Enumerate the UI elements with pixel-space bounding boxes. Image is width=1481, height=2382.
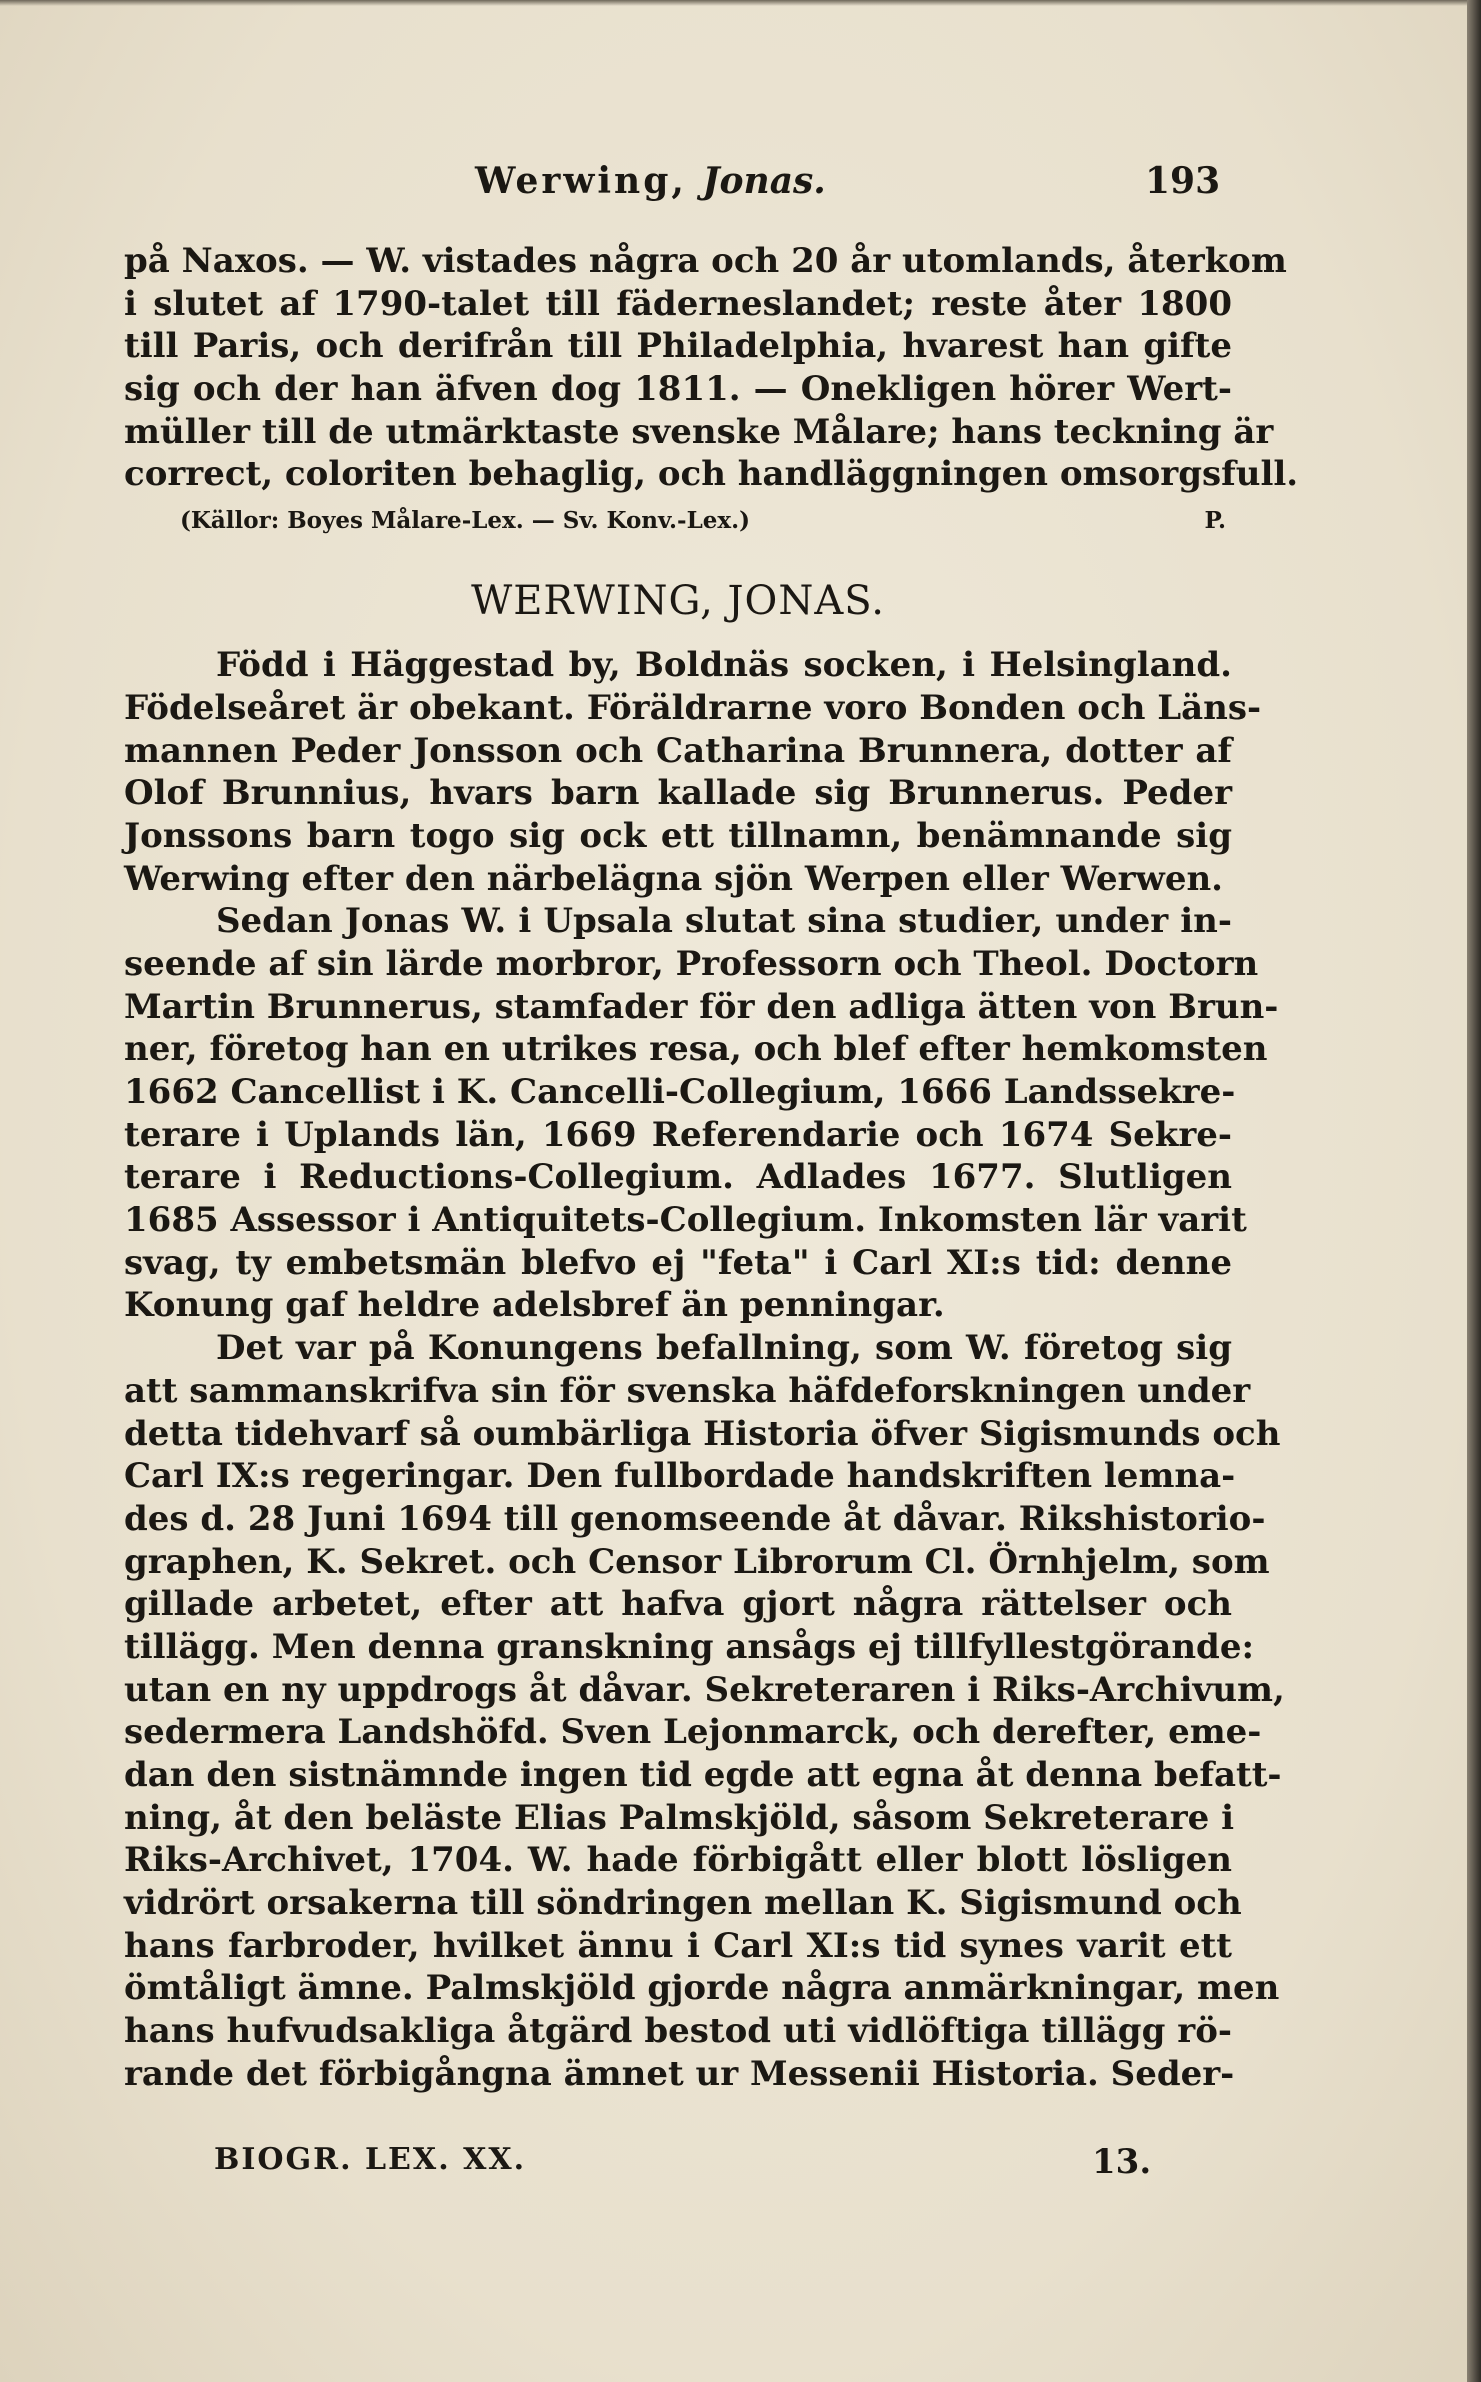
- text-line: vidrört orsakerna till söndringen mellan K. Sigismund och: [124, 1883, 1242, 1924]
- text-line: Werwing efter den närbelägna sjön Werpen eller Werwen.: [124, 858, 1224, 899]
- sources-citation: (Källor: Boyes Målare-Lex. — Sv. Konv.-Lex.): [180, 507, 751, 535]
- text-line: ömtåligt ämne. Palmskjöld gjorde några anmärkningar, men: [124, 1968, 1280, 2009]
- footer-sheet-number: 13.: [1092, 2142, 1152, 2182]
- text-line: detta tidehvarf så oumbärliga Historia öfver Sigismunds och: [124, 1413, 1281, 1454]
- text-line: Födelseåret är obekant. Föräldrarne voro Bonden och Läns-: [124, 687, 1262, 728]
- text-line: gillade arbetet, efter att hafva gjort några rättelser och: [124, 1584, 1232, 1625]
- sources-line: [124, 500, 1232, 542]
- page-footer: [0, 2142, 1481, 2186]
- running-head-given-name: Jonas.: [702, 160, 826, 202]
- text-line: hans hufvudsakliga åtgärd bestod uti vidlöftiga tillägg rö-: [124, 2011, 1232, 2052]
- text-line: Konung gaf heldre adelsbref än penningar.: [124, 1285, 945, 1326]
- page-spine-edge: [1467, 0, 1481, 2382]
- text-line: terare i Reductions-Collegium. Adlades 1677. Slutligen: [124, 1157, 1232, 1198]
- entry-body: [124, 644, 1285, 2095]
- text-line: müller till de utmärktaste svenske Målare; hans teckning är: [124, 411, 1274, 452]
- text-line: Född i Häggestad by, Boldnäs socken, i Helsingland.: [216, 645, 1232, 686]
- footer-signature: BIOGR. LEX. XX.: [214, 2142, 527, 2177]
- text-line: Sedan Jonas W. i Upsala slutat sina studier, under in-: [216, 901, 1232, 942]
- text-line: rande det förbigångna ämnet ur Messenii Historia. Seder-: [124, 2053, 1235, 2094]
- text-line: ning, åt den beläste Elias Palmskjöld, såsom Sekreterare i: [124, 1797, 1235, 1838]
- text-line: Jonssons barn togo sig ock ett tillnamn, benämnande sig: [124, 815, 1232, 856]
- text-line: på Naxos. — W. vistades några och 20 år utomlands, återkom: [124, 241, 1287, 281]
- text-line: att sammanskrifva sin för svenska häfdeforskningen under: [124, 1370, 1251, 1411]
- running-head-name: Werwing,: [475, 160, 687, 202]
- running-head-title: [475, 160, 826, 202]
- text-line: Olof Brunnius, hvars barn kallade sig Brunnerus. Peder: [124, 773, 1232, 814]
- text-line: i slutet af 1790-talet till fäderneslandet; reste åter 1800: [124, 283, 1232, 324]
- text-line: Martin Brunnerus, stamfader för den adliga ätten von Brun-: [124, 986, 1279, 1027]
- text-line: seende af sin lärde morbror, Professorn och Theol. Doctorn: [124, 943, 1259, 984]
- page-number: 193: [1145, 160, 1221, 202]
- text-line: Riks-Archivet, 1704. W. hade förbigått eller blott lösligen: [124, 1840, 1232, 1881]
- text-line: 1662 Cancellist i K. Cancelli-Collegium, 1666 Landssekre-: [124, 1072, 1236, 1112]
- entry-heading: WERWING, JONAS.: [471, 578, 885, 625]
- author-signature: P.: [1204, 507, 1226, 535]
- text-line: till Paris, och derifrån till Philadelphia, hvarest han gifte: [124, 326, 1232, 367]
- text-line: utan en ny uppdrogs åt dåvar. Sekreteraren i Riks-Archivum,: [124, 1669, 1285, 1710]
- text-line: ner, företog han en utrikes resa, och blef efter hemkomsten: [124, 1029, 1268, 1070]
- previous-entry: [124, 240, 1299, 496]
- text-block: [124, 240, 1299, 2096]
- text-line: tillägg. Men denna granskning ansågs ej tillfyllestgörande:: [124, 1626, 1255, 1667]
- text-line: Carl IX:s regeringar. Den fullbordade handskriften lemna-: [124, 1456, 1236, 1497]
- text-line: sedermera Landshöfd. Sven Lejonmarck, och derefter, eme-: [124, 1712, 1262, 1753]
- text-line: Det var på Konungens befallning, som W. företog sig: [216, 1328, 1232, 1369]
- text-line: mannen Peder Jonsson och Catharina Brunnera, dotter af: [124, 730, 1232, 771]
- running-head: [0, 160, 1481, 210]
- text-line: hans farbroder, hvilket ännu i Carl XI:s tid synes varit ett: [124, 1925, 1232, 1966]
- text-line: graphen, K. Sekret. och Censor Librorum Cl. Örnhjelm, som: [124, 1541, 1270, 1582]
- text-line: correct, coloriten behaglig, och handläggningen omsorgsfull.: [124, 454, 1299, 495]
- text-line: 1685 Assessor i Antiquitets-Collegium. Inkomsten lär varit: [124, 1200, 1247, 1241]
- text-line: dan den sistnämnde ingen tid egde att egna åt denna befatt-: [124, 1755, 1282, 1795]
- text-line: terare i Uplands län, 1669 Referendarie och 1674 Sekre-: [124, 1114, 1232, 1155]
- text-line: svag, ty embetsmän blefvo ej "feta" i Carl XI:s tid: denne: [124, 1242, 1232, 1283]
- text-line: des d. 28 Juni 1694 till genomseende åt dåvar. Rikshistorio-: [124, 1498, 1266, 1539]
- page-top-edge: [0, 0, 1481, 6]
- text-line: sig och der han äfven dog 1811. — Onekligen hörer Wert-: [124, 369, 1232, 410]
